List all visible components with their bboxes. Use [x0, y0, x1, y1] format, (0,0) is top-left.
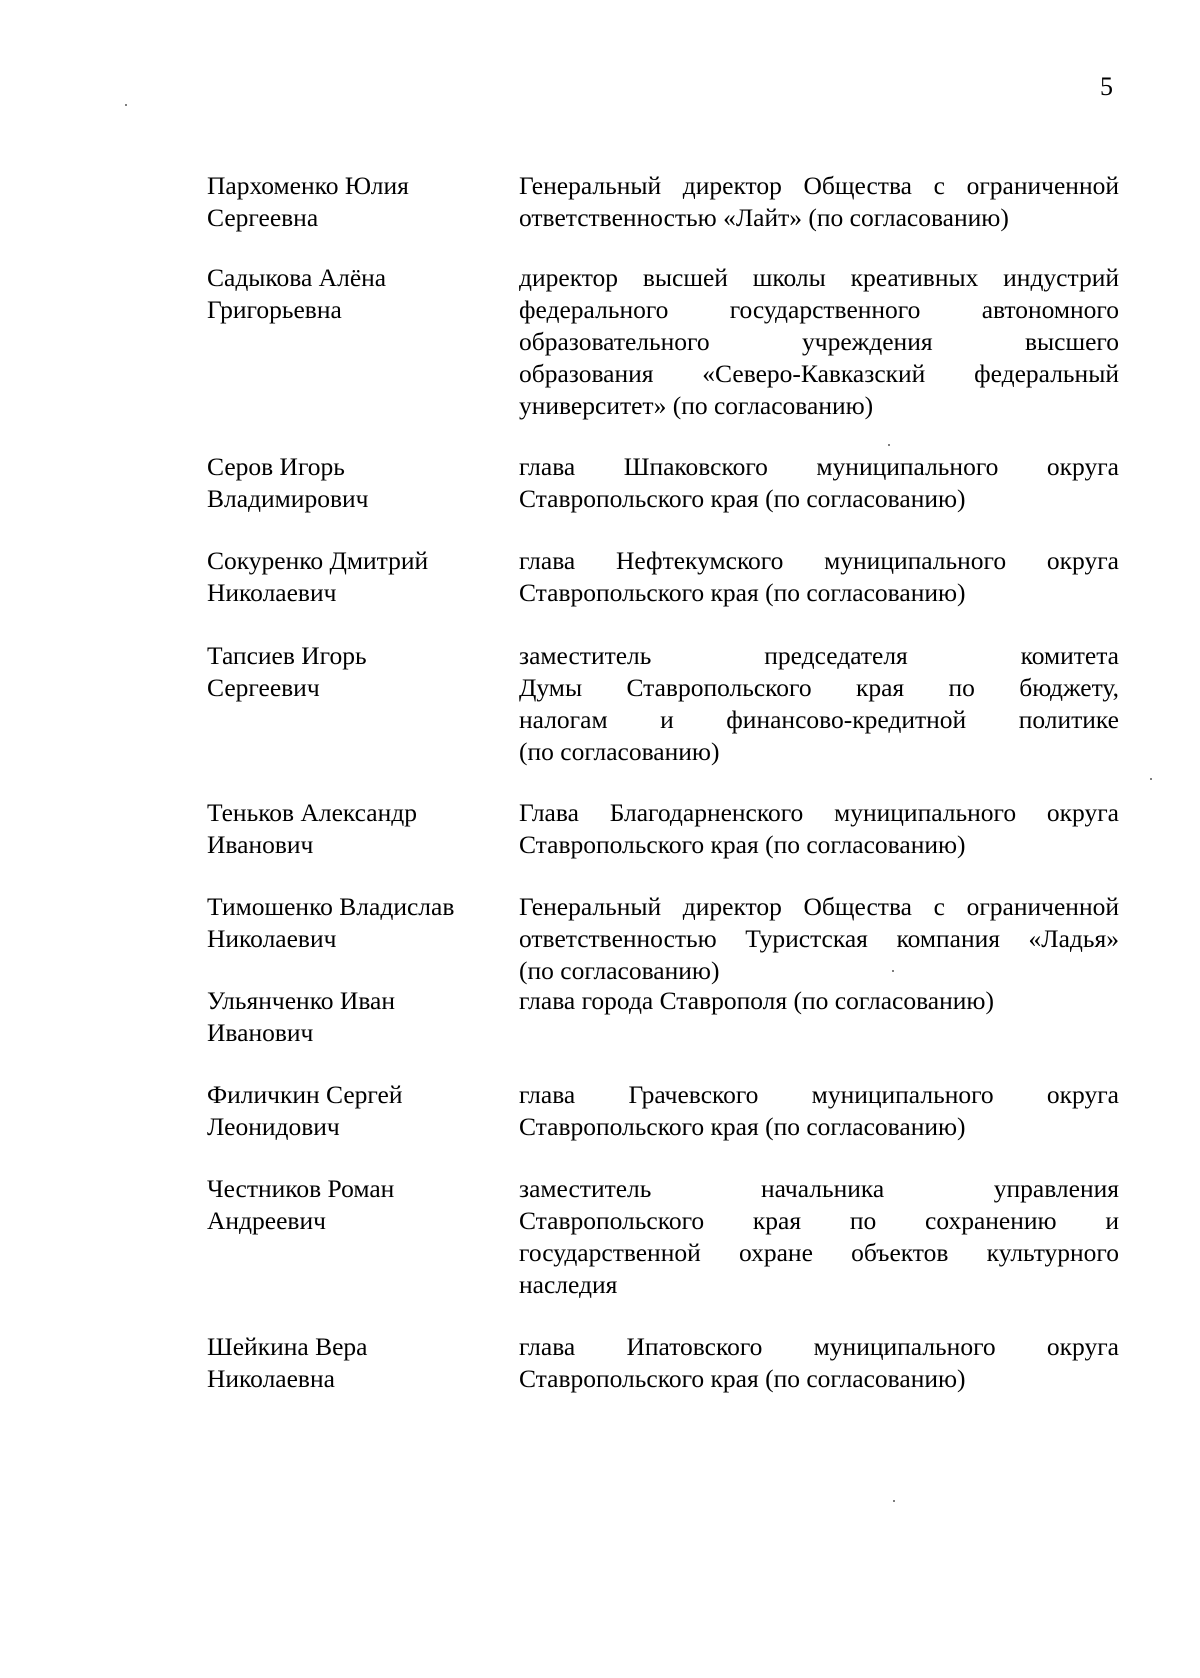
member-position-line: образовательного учреждения высшего: [519, 327, 1119, 356]
member-name: [207, 1079, 519, 1143]
member-name-line: Честников Роман: [207, 1174, 395, 1203]
member-row: [207, 1331, 1119, 1395]
member-name-line: Иванович: [207, 830, 314, 859]
member-position-line: образования «Северо-Кавказский федеральный: [519, 359, 1119, 388]
member-row: [207, 262, 1119, 422]
member-position-line: Генеральный директор Общества с ограниченной: [519, 171, 1119, 200]
member-name-line: Филичкин Сергей: [207, 1080, 403, 1109]
member-position: [519, 1079, 1119, 1143]
member-position: [519, 797, 1119, 861]
member-name: [207, 262, 519, 326]
member-row: [207, 640, 1119, 768]
member-name-line: Николаевна: [207, 1364, 335, 1393]
member-name-line: Леонидович: [207, 1112, 340, 1141]
member-name-line: Николаевич: [207, 578, 337, 607]
member-position: [519, 170, 1119, 234]
member-position-line: Ставропольского края (по согласованию): [519, 1112, 966, 1141]
member-name: [207, 1331, 519, 1395]
member-name: [207, 891, 519, 955]
member-position-line: заместитель председателя комитета: [519, 641, 1119, 670]
member-position-line: Думы Ставропольского края по бюджету,: [519, 673, 1119, 702]
member-row: [207, 1079, 1119, 1143]
member-position-line: наследия: [519, 1270, 618, 1299]
member-name: [207, 1173, 519, 1237]
page-number: 5: [1100, 72, 1113, 101]
member-position-line: ответственностью «Лайт» (по согласованию): [519, 203, 1009, 232]
member-position-line: университет» (по согласованию): [519, 391, 874, 420]
member-name-line: Сергеевич: [207, 673, 320, 702]
member-position: [519, 545, 1119, 609]
member-name-line: Владимирович: [207, 484, 369, 513]
member-position-line: федерального государственного автономного: [519, 295, 1119, 324]
member-name-line: Николаевич: [207, 924, 337, 953]
member-name-line: Теньков Александр: [207, 798, 417, 827]
member-position-line: (по согласованию): [519, 956, 720, 985]
member-position-line: Ставропольского края (по согласованию): [519, 830, 966, 859]
member-name: [207, 797, 519, 861]
member-position-line: глава Нефтекумского муниципального округа: [519, 546, 1119, 575]
member-position: [519, 262, 1119, 422]
member-name: [207, 985, 519, 1049]
scan-speck: [892, 970, 894, 972]
member-name-line: Григорьевна: [207, 295, 342, 324]
member-position: [519, 451, 1119, 515]
member-position-line: Ставропольского края (по согласованию): [519, 484, 966, 513]
member-name-line: Андреевич: [207, 1206, 326, 1235]
member-position-line: Ставропольского края (по согласованию): [519, 1364, 966, 1393]
member-position-line: заместитель начальника управления: [519, 1174, 1119, 1203]
member-position: [519, 985, 1119, 1017]
member-name-line: Тимошенко Владислав: [207, 892, 455, 921]
member-row: [207, 451, 1119, 515]
member-name-line: Ульянченко Иван: [207, 986, 396, 1015]
member-name-line: Серов Игорь: [207, 452, 345, 481]
scan-speck: [893, 1500, 895, 1502]
member-row: [207, 170, 1119, 234]
member-position: [519, 1331, 1119, 1395]
member-name: [207, 170, 519, 234]
member-position: [519, 891, 1119, 987]
member-position-line: Ставропольского края (по согласованию): [519, 578, 966, 607]
member-row: [207, 1173, 1119, 1301]
scan-speck: [1150, 778, 1152, 780]
member-position-line: ответственностью Туристская компания «Ладья»: [519, 924, 1119, 953]
member-name-line: Сокуренко Дмитрий: [207, 546, 429, 575]
member-name: [207, 451, 519, 515]
member-position-line: налогам и финансово-кредитной политике: [519, 705, 1119, 734]
member-name: [207, 545, 519, 609]
member-row: [207, 797, 1119, 861]
member-position-line: глава Шпаковского муниципального округа: [519, 452, 1119, 481]
member-row: [207, 545, 1119, 609]
member-position-line: глава Грачевского муниципального округа: [519, 1080, 1119, 1109]
member-position-line: Генеральный директор Общества с ограниченной: [519, 892, 1119, 921]
member-position-line: глава города Ставрополя (по согласованию): [519, 986, 994, 1015]
scan-speck: [125, 104, 127, 106]
member-name-line: Сергеевна: [207, 203, 319, 232]
member-position-line: Глава Благодарненского муниципального округа: [519, 798, 1119, 827]
member-position: [519, 640, 1119, 768]
member-position-line: директор высшей школы креативных индустрий: [519, 263, 1119, 292]
member-name-line: Иванович: [207, 1018, 314, 1047]
member-position-line: государственной охране объектов культурного: [519, 1238, 1119, 1267]
member-name-line: Садыкова Алёна: [207, 263, 387, 292]
member-position-line: Ставропольского края по сохранению и: [519, 1206, 1119, 1235]
member-row: [207, 891, 1119, 987]
scan-speck: [888, 444, 890, 446]
member-position-line: глава Ипатовского муниципального округа: [519, 1332, 1119, 1361]
member-name-line: Пархоменко Юлия: [207, 171, 409, 200]
member-position: [519, 1173, 1119, 1301]
member-position-line: (по согласованию): [519, 737, 720, 766]
member-name: [207, 640, 519, 704]
member-row: [207, 985, 1119, 1049]
member-name-line: Шейкина Вера: [207, 1332, 368, 1361]
member-name-line: Тапсиев Игорь: [207, 641, 367, 670]
